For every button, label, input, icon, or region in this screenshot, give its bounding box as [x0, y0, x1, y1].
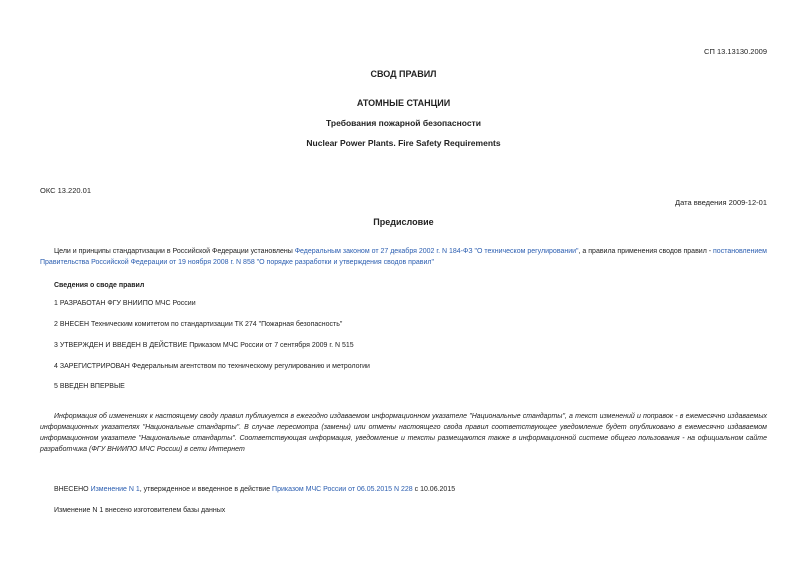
doc-code: СП 13.13130.2009 — [704, 47, 767, 56]
info-heading: Сведения о своде правил — [54, 282, 145, 289]
preface-text-1: Цели и принципы стандартизации в Российской Федерации установлены — [54, 248, 295, 255]
doc-kind: СВОД ПРАВИЛ — [370, 69, 437, 79]
government-decree-link[interactable]: постановлением Правительства Российской Федерации от 19 ноября 2008 г. N 858 "О порядке разработки и утверждения сводов правил" — [40, 248, 767, 266]
intro-date: Дата введения 2009-12-01 — [675, 198, 767, 207]
info-item-first-introduced: 5 ВВЕДЕН ВПЕРВЫЕ — [54, 383, 125, 390]
doc-subtitle: Требования пожарной безопасности — [326, 118, 481, 128]
info-item-submitted: 2 ВНЕСЕН Техническим комитетом по стандартизации ТК 274 "Пожарная безопасность" — [54, 321, 343, 328]
oks-code: ОКС 13.220.01 — [40, 186, 91, 195]
federal-law-link[interactable]: Федеральным законом от 27 декабря 2002 г. N 184-ФЗ "О техническом регулировании" — [294, 248, 579, 255]
preface-paragraph — [40, 246, 767, 268]
amendment-suffix: с 10.06.2015 — [412, 486, 456, 493]
info-paragraph: Информация об изменениях к настоящему своду правил публикуется в ежегодно издаваемом информационном указателе "Национальные стандарты", а текст изменений и поправок - в ежемесячно издаваемых информационных указателях "Национальные стандарты". В случае пересмотра (замены) или отмены настоящего свода правил соответствующее уведомление будет опубликовано в ежемесячно издаваемом информационном указателе "Национальные стандарты". Соответствующая информация, уведомление и тексты размещаются также в информационной системе общего пользования - на официальном сайте разработчика (ФГУ ВНИИПО МЧС России) в сети Интернет — [40, 413, 767, 453]
preface-heading: Предисловие — [373, 217, 434, 227]
doc-title: АТОМНЫЕ СТАНЦИИ — [356, 98, 451, 108]
info-item-registered: 4 ЗАРЕГИСТРИРОВАН Федеральным агентством по техническому регулированию и метрологии — [54, 363, 370, 370]
info-item-approved: 3 УТВЕРЖДЕН И ВВЕДЕН В ДЕЙСТВИЕ Приказом МЧС России от 7 сентября 2009 г. N 515 — [54, 342, 354, 349]
preface-text-2: , а правила применения сводов правил - — [578, 248, 714, 255]
amendment-note: Изменение N 1 внесено изготовителем базы данных — [54, 507, 226, 514]
mchs-order-link[interactable]: Приказом МЧС России от 06.05.2015 N 228 — [272, 486, 413, 493]
info-item-developed: 1 РАЗРАБОТАН ФГУ ВНИИПО МЧС России — [54, 300, 196, 307]
doc-english-title: Nuclear Power Plants. Fire Safety Requirements — [306, 138, 501, 148]
amendment-middle: , утвержденное и введенное в действие — [139, 486, 273, 493]
amendment-line — [54, 486, 455, 493]
amendment-1-link[interactable]: Изменение N 1 — [90, 486, 140, 493]
amendment-prefix: ВНЕСЕНО — [54, 486, 91, 493]
